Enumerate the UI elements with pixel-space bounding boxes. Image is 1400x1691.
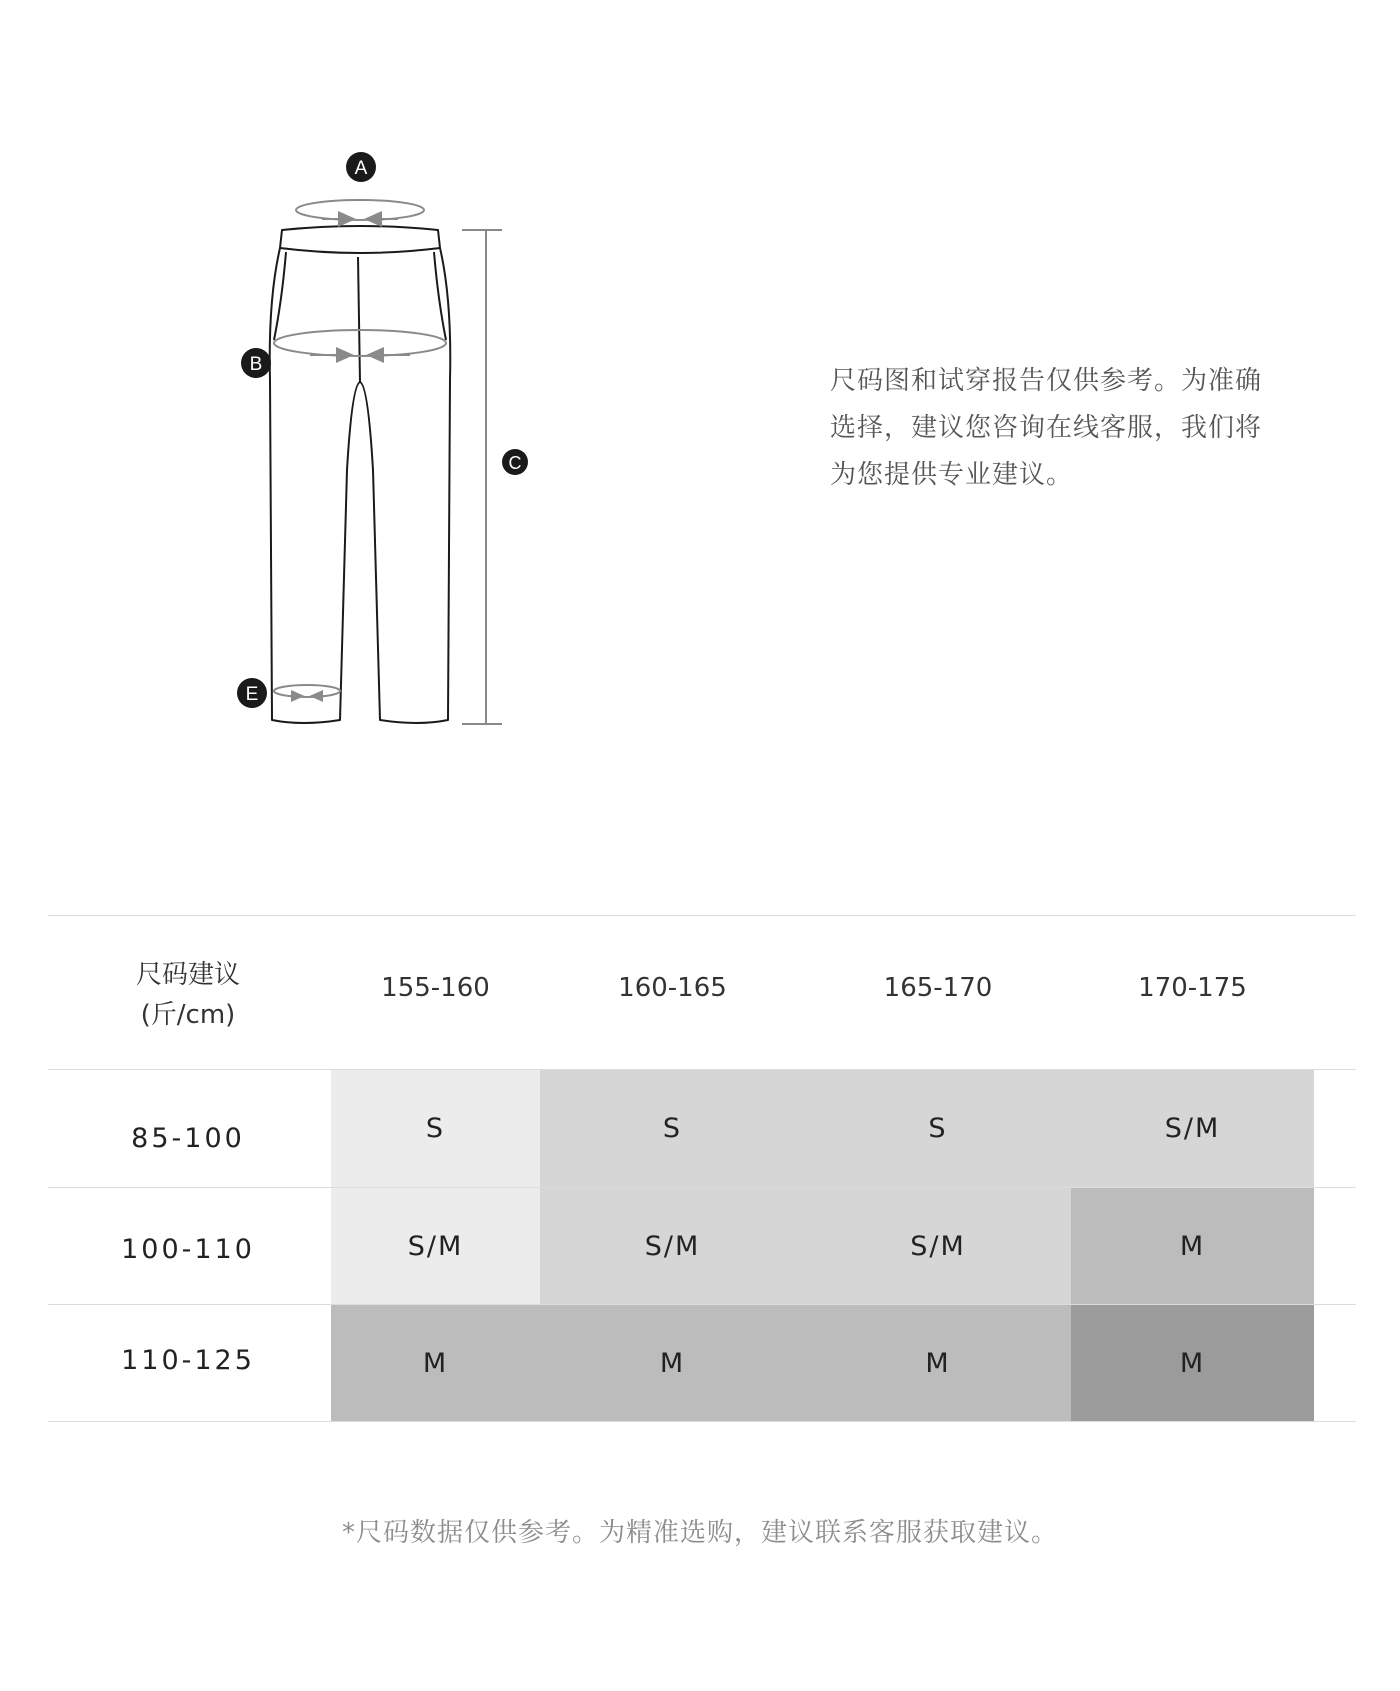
size-advice-note: [830, 358, 1290, 499]
label-e: E: [245, 684, 259, 705]
header-label-line2: (斤/cm): [140, 1000, 236, 1030]
table-header-label: [48, 955, 328, 1035]
label-a: A: [354, 158, 368, 179]
size-cell: S/M: [1071, 1070, 1314, 1187]
length-measure: [462, 230, 502, 724]
row-label: 110-125: [121, 1345, 255, 1376]
size-cell: S: [540, 1070, 805, 1187]
note-line-3: 为您提供专业建议。: [830, 460, 1074, 490]
label-a-badge: [346, 152, 376, 182]
column-header: 160-165: [618, 973, 727, 1003]
row-label: 100-110: [121, 1234, 255, 1265]
size-cell: S/M: [540, 1188, 805, 1304]
note-line-1: 尺码图和试穿报告仅供参考。为准确: [830, 366, 1263, 396]
table-divider: [48, 915, 1356, 916]
column-header: 155-160: [381, 973, 490, 1003]
waist-measure: [296, 200, 424, 220]
hem-measure: [274, 685, 340, 697]
size-cell: S/M: [331, 1188, 540, 1304]
header-label-line1: 尺码建议: [135, 960, 240, 990]
size-cell: S/M: [805, 1188, 1071, 1304]
note-line-2: 选择，建议您咨询在线客服，我们将: [830, 413, 1263, 443]
row-label: 85-100: [131, 1123, 245, 1154]
size-cell: M: [805, 1305, 1071, 1421]
label-b-badge: [241, 348, 271, 378]
table-divider: [48, 1421, 1356, 1422]
column-header: 170-175: [1138, 973, 1247, 1003]
label-e-badge: [237, 678, 267, 708]
size-cell: M: [540, 1305, 805, 1421]
label-b: B: [249, 354, 263, 375]
label-c-badge: [502, 449, 528, 475]
column-header: 165-170: [883, 973, 993, 1003]
footnote: *尺码数据仅供参考。为精准选购，建议联系客服获取建议。: [341, 1518, 1058, 1548]
pants-outline: [270, 226, 451, 723]
size-cell: S: [805, 1070, 1071, 1187]
label-c: C: [508, 453, 522, 473]
size-cell: M: [331, 1305, 540, 1421]
size-cell: M: [1071, 1188, 1314, 1304]
size-cell: S: [331, 1070, 540, 1187]
size-cell: M: [1071, 1305, 1314, 1421]
